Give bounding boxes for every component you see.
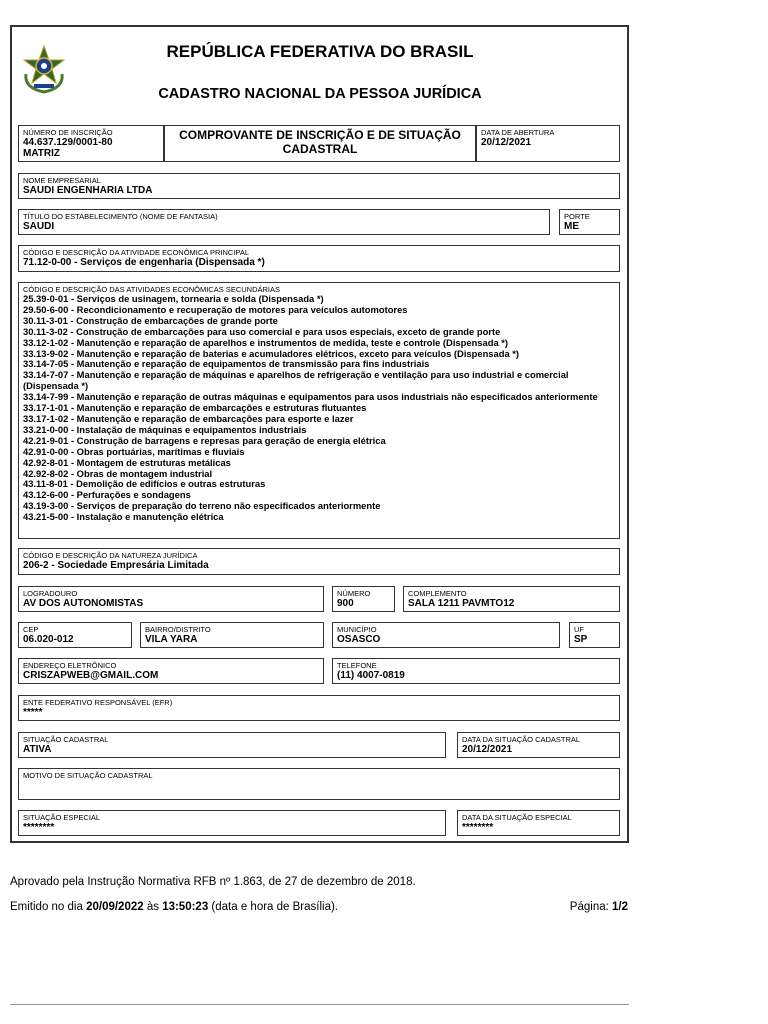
emission-time: 13:50:23	[162, 901, 209, 913]
efr-box	[18, 695, 620, 721]
atividade-secundaria-item: 43.12-6-00 - Perfurações e sondagens	[23, 489, 191, 501]
inscricao-type: MATRIZ	[23, 148, 61, 159]
municipio-value: OSASCO	[337, 634, 381, 645]
logradouro-label: LOGRADOURO	[23, 589, 78, 598]
natureza-label: CÓDIGO E DESCRIÇÃO DA NATUREZA JURÍDICA	[23, 551, 198, 560]
municipio-box	[332, 622, 560, 648]
registry-title: CADASTRO NACIONAL DA PESSOA JURÍDICA	[158, 86, 482, 102]
situacao-label: SITUAÇÃO CADASTRAL	[23, 735, 109, 744]
atividade-secundaria-item: 42.91-0-00 - Obras portuárias, marítimas e fluviais	[23, 445, 245, 457]
country-title: REPÚBLICA FEDERATIVA DO BRASIL	[166, 42, 474, 61]
situacao-especial-label: SITUAÇÃO ESPECIAL	[23, 813, 101, 822]
motivo-box	[18, 768, 620, 800]
footer-divider	[10, 1004, 629, 1005]
comprovante-box	[164, 125, 476, 162]
atividade-secundaria-item: 43.11-8-01 - Demolição de edifícios e outras estruturas	[23, 478, 266, 490]
situacao-especial-value: ********	[23, 822, 55, 833]
atividade-secundaria-item: 42.21-9-01 - Construção de barragens e represas para geração de energia elétrica	[23, 434, 386, 446]
uf-value: SP	[574, 634, 588, 645]
atividade-secundaria-item: 30.11-3-01 - Construção de embarcações de grande porte	[23, 314, 278, 326]
data-situacao-value: 20/12/2021	[462, 744, 513, 755]
data-situacao-label: DATA DA SITUAÇÃO CADASTRAL	[462, 735, 581, 744]
motivo-label: MOTIVO DE SITUAÇÃO CADASTRAL	[23, 771, 153, 780]
data-especial-box	[457, 810, 620, 836]
municipio-label: MUNICÍPIO	[337, 625, 377, 634]
natureza-box	[18, 548, 620, 575]
atividade-secundaria-item: 33.14-7-05 - Manutenção e reparação de equipamentos de transmissão para fins industriais	[23, 358, 430, 370]
bairro-label: BAIRRO/DISTRITO	[145, 625, 211, 634]
numero-label: NÚMERO	[337, 589, 371, 598]
logradouro-value: AV DOS AUTONOMISTAS	[23, 598, 144, 609]
comprovante-line2: CADASTRAL	[282, 142, 358, 156]
numero-value: 900	[337, 598, 354, 609]
brazil-coat-of-arms-icon	[22, 44, 66, 94]
bairro-value: VILA YARA	[145, 634, 198, 645]
emission-prefix: Emitido no dia	[10, 901, 87, 913]
numero-box	[332, 586, 395, 612]
uf-box	[569, 622, 620, 648]
atividade-secundaria-item: 30.11-3-02 - Construção de embarcações para uso comercial e para usos especiais, exceto de grande porte	[23, 325, 501, 337]
email-label: ENDEREÇO ELETRÔNICO	[23, 661, 117, 670]
approval-note: Aprovado pela Instrução Normativa RFB nº 1.863, de 27 de dezembro de 2018.	[10, 876, 416, 888]
uf-label: UF	[574, 625, 584, 634]
cep-label: CEP	[23, 625, 39, 634]
complemento-label: COMPLEMENTO	[408, 589, 467, 598]
email-box	[18, 658, 324, 684]
page-indicator	[570, 901, 628, 913]
telefone-value: (11) 4007-0819	[337, 670, 405, 681]
nome-empresarial-box	[18, 173, 620, 199]
atividade-secundaria-item: 33.14-7-07 - Manutenção e reparação de máquinas e aparelhos de refrigeração e ventilação para uso industrial e comercial (Dispensada *)	[23, 369, 569, 392]
nome-empresarial-value: SAUDI ENGENHARIA LTDA	[23, 185, 153, 196]
nome-empresarial-label: NOME EMPRESARIAL	[23, 176, 101, 185]
natureza-value: 206-2 - Sociedade Empresária Limitada	[23, 560, 209, 571]
bairro-box	[140, 622, 324, 648]
atividades-secundarias-label: CÓDIGO E DESCRIÇÃO DAS ATIVIDADES ECONÔMICAS SECUNDÁRIAS	[23, 285, 280, 294]
atividade-secundaria-item: 42.92-8-02 - Obras de montagem industrial	[23, 467, 213, 479]
fantasia-value: SAUDI	[23, 221, 55, 232]
abertura-label: DATA DE ABERTURA	[481, 128, 555, 137]
atividade-secundaria-item: 29.50-6-00 - Recondicionamento e recuperação de motores para veículos automotores	[23, 303, 408, 315]
atividade-secundaria-item: 25.39-0-01 - Serviços de usinagem, tornearia e solda (Dispensada *)	[23, 293, 324, 304]
cep-box	[18, 622, 132, 648]
atividade-secundaria-item: 33.12-1-02 - Manutenção e reparação de aparelhos e instrumentos de medida, teste e controle (Dispensada *)	[23, 336, 509, 348]
complemento-box	[403, 586, 620, 612]
page-label: Página:	[569, 901, 612, 913]
atividade-secundaria-item: 43.19-3-00 - Serviços de preparação do terreno não especificados anteriormente	[23, 500, 381, 512]
abertura-box	[476, 125, 620, 162]
cep-value: 06.020-012	[23, 634, 74, 645]
fantasia-label: TÍTULO DO ESTABELECIMENTO (NOME DE FANTASIA)	[23, 212, 218, 221]
atividade-secundaria-item: 33.14-7-99 - Manutenção e reparação de outras máquinas e equipamentos para usos industriais não especificados anteriormente	[23, 391, 598, 403]
situacao-especial-box	[18, 810, 446, 836]
inscricao-box	[18, 125, 164, 162]
atividade-principal-value: 71.12-0-00 - Serviços de engenharia (Dispensada *)	[23, 257, 265, 268]
emission-date: 20/09/2022	[86, 901, 144, 913]
atividade-secundaria-item: 33.17-1-01 - Manutenção e reparação de embarcações e estruturas flutuantes	[23, 402, 367, 414]
emission-note	[10, 901, 338, 913]
atividade-secundaria-item: 43.21-5-00 - Instalação e manutenção elétrica	[23, 511, 224, 523]
efr-value: *****	[23, 707, 43, 718]
atividades-secundarias-box	[18, 282, 620, 539]
data-especial-value: ********	[462, 822, 494, 833]
data-especial-label: DATA DA SITUAÇÃO ESPECIAL	[462, 813, 572, 822]
atividade-principal-label: CÓDIGO E DESCRIÇÃO DA ATIVIDADE ECONÔMICA PRINCIPAL	[23, 248, 250, 257]
atividade-secundaria-item: 33.21-0-00 - Instalação de máquinas e equipamentos industriais	[23, 423, 307, 435]
page-value: 1/2	[612, 901, 628, 913]
emission-suffix: (data e hora de Brasília).	[208, 901, 338, 913]
emission-mid: às	[143, 901, 163, 913]
atividade-secundaria-item: 33.13-9-02 - Manutenção e reparação de baterias e acumuladores elétricos, exceto para veículos (Dispensada *)	[23, 347, 520, 359]
email-value: CRISZAPWEB@GMAIL.COM	[23, 670, 159, 681]
atividades-secundarias-list	[23, 294, 615, 523]
inscricao-label: NÚMERO DE INSCRIÇÃO	[23, 128, 113, 137]
atividade-secundaria-item: 42.92-8-01 - Montagem de estruturas metálicas	[23, 456, 231, 468]
logradouro-box	[18, 586, 324, 612]
porte-value: ME	[564, 221, 579, 232]
atividade-principal-box	[18, 245, 620, 272]
atividade-secundaria-item: 33.17-1-02 - Manutenção e reparação de embarcações para esporte e lazer	[23, 412, 354, 424]
data-situacao-box	[457, 732, 620, 758]
abertura-value: 20/12/2021	[481, 137, 532, 148]
situacao-value: ATIVA	[23, 744, 52, 755]
telefone-box	[332, 658, 620, 684]
situacao-box	[18, 732, 446, 758]
comprovante-line1: COMPROVANTE DE INSCRIÇÃO E DE SITUAÇÃO	[179, 128, 461, 142]
complemento-value: SALA 1211 PAVMTO12	[408, 598, 515, 609]
telefone-label: TELEFONE	[337, 661, 377, 670]
inscricao-number: 44.637.129/0001-80	[23, 137, 113, 148]
porte-label: PORTE	[564, 212, 590, 221]
fantasia-box	[18, 209, 550, 235]
efr-label: ENTE FEDERATIVO RESPONSÁVEL (EFR)	[23, 698, 173, 707]
porte-box	[559, 209, 620, 235]
